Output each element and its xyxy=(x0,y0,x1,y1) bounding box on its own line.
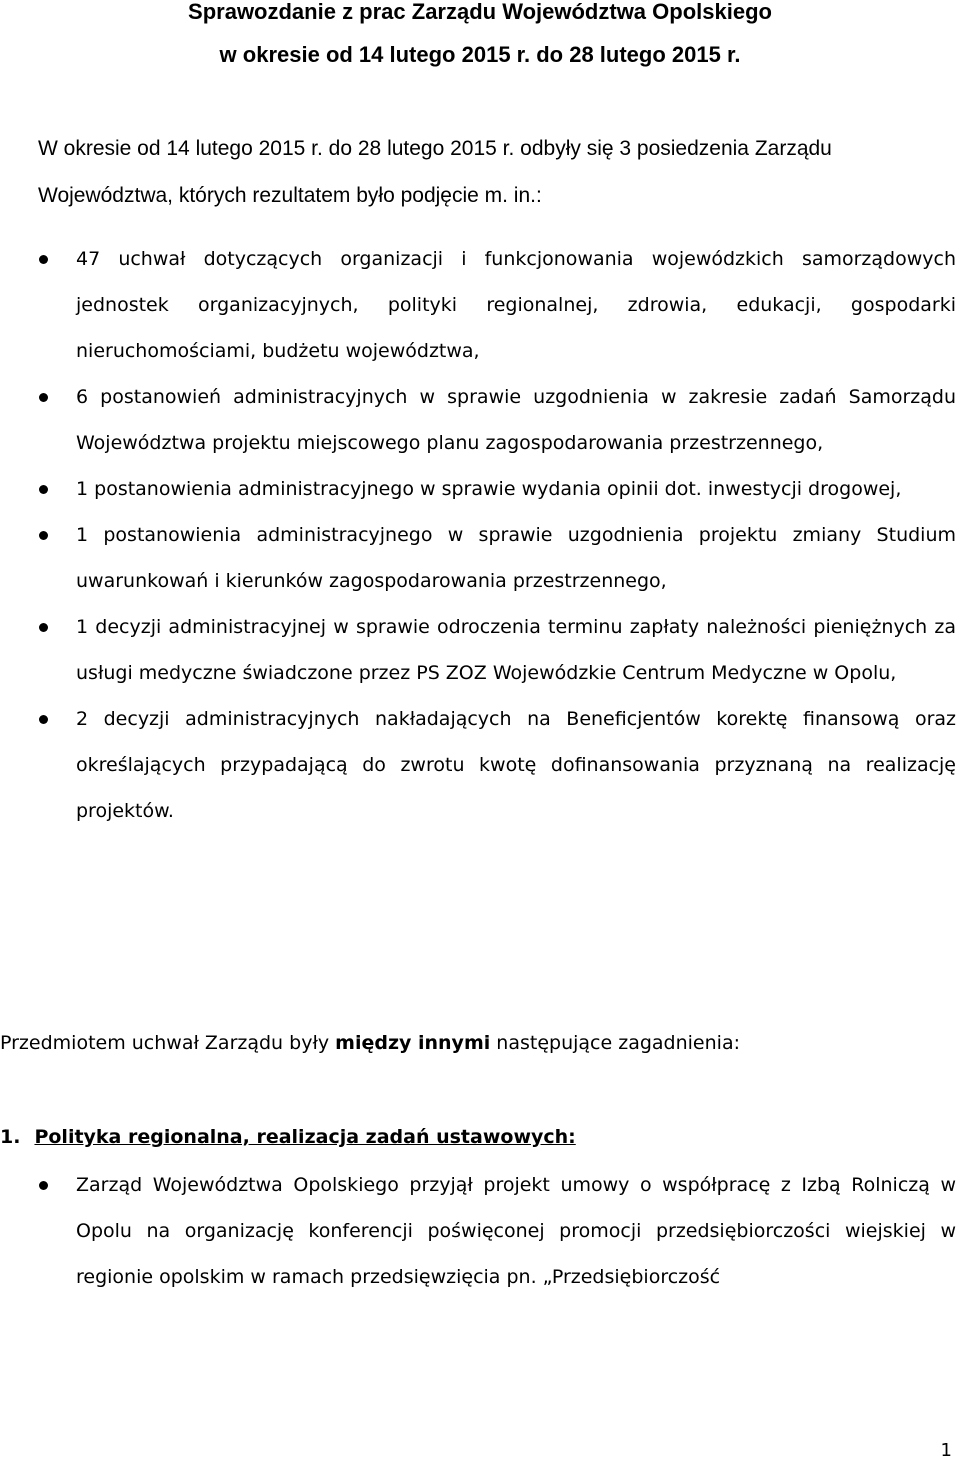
list-item-text: Zarząd Województwa Opolskiego przyjął projekt umowy o współpracę z Izbą Rolniczą w Opolu na organizację konferencji poświęconej promocji przedsiębiorczości wiejskiej w regionie opolskim w ramach przedsięwzięcia pn. „Przedsiębiorczość xyxy=(76,1174,956,1288)
subject-paragraph xyxy=(0,1020,960,1066)
list-item-text: 2 decyzji administracyjnych nakładających na Beneficjentów korektę finansową oraz określających przypadającą do zwrotu kwotę dofinansowania przyznaną na realizację projektów. xyxy=(76,708,956,822)
bullet-icon xyxy=(39,393,48,402)
bullet-icon xyxy=(39,623,48,632)
list-item-text: 6 postanowień administracyjnych w sprawie uzgodnienia w zakresie zadań Samorządu Województwa projektu miejscowego planu zagospodarowania przestrzennego, xyxy=(76,386,956,454)
bullet-icon xyxy=(39,485,48,494)
document-title: Sprawozdanie z prac Zarządu Województwa Opolskiego xyxy=(188,0,772,24)
section-list xyxy=(0,1162,960,1300)
decisions-list xyxy=(0,236,960,834)
subject-text-after: następujące zagadnienia: xyxy=(490,1032,740,1054)
list-item-text: 47 uchwał dotyczących organizacji i funkcjonowania wojewódzkich samorządowych jednostek organizacyjnych, polityki regionalnej, zdrowia, edukacji, gospodarki nieruchomościami, budżetu województwa, xyxy=(76,248,956,362)
section-heading xyxy=(0,1114,960,1160)
list-item xyxy=(0,512,960,604)
list-item xyxy=(0,696,960,834)
list-item xyxy=(0,604,960,696)
bullet-icon xyxy=(39,715,48,724)
subject-text-before: Przedmiotem uchwał Zarządu były xyxy=(0,1032,336,1054)
page-number: 1 xyxy=(940,1440,952,1461)
list-item xyxy=(0,466,960,512)
bullet-icon xyxy=(39,1181,48,1190)
intro-paragraph: W okresie od 14 lutego 2015 r. do 28 lutego 2015 r. odbyły się 3 posiedzenia Zarządu Województwa, których rezultatem było podjęcie m. in.: xyxy=(38,137,832,207)
bullet-icon xyxy=(39,531,48,540)
bullet-icon xyxy=(39,255,48,264)
section-number: 1. xyxy=(0,1126,21,1148)
list-item-text: 1 decyzji administracyjnej w sprawie odroczenia terminu zapłaty należności pieniężnych za usługi medyczne świadczone przez PS ZOZ Wojewódzkie Centrum Medyczne w Opolu, xyxy=(76,616,956,684)
list-item xyxy=(0,1162,960,1300)
list-item xyxy=(0,236,960,374)
section-title: Polityka regionalna, realizacja zadań ustawowych: xyxy=(34,1126,576,1148)
list-item-text: 1 postanowienia administracyjnego w sprawie wydania opinii dot. inwestycji drogowej, xyxy=(76,478,902,500)
list-item xyxy=(0,374,960,466)
list-item-text: 1 postanowienia administracyjnego w sprawie uzgodnienia projektu zmiany Studium uwarunkowań i kierunków zagospodarowania przestrzennego, xyxy=(76,524,956,592)
document-subtitle: w okresie od 14 lutego 2015 r. do 28 lutego 2015 r. xyxy=(219,42,741,67)
subject-text-bold: między innymi xyxy=(335,1032,491,1054)
